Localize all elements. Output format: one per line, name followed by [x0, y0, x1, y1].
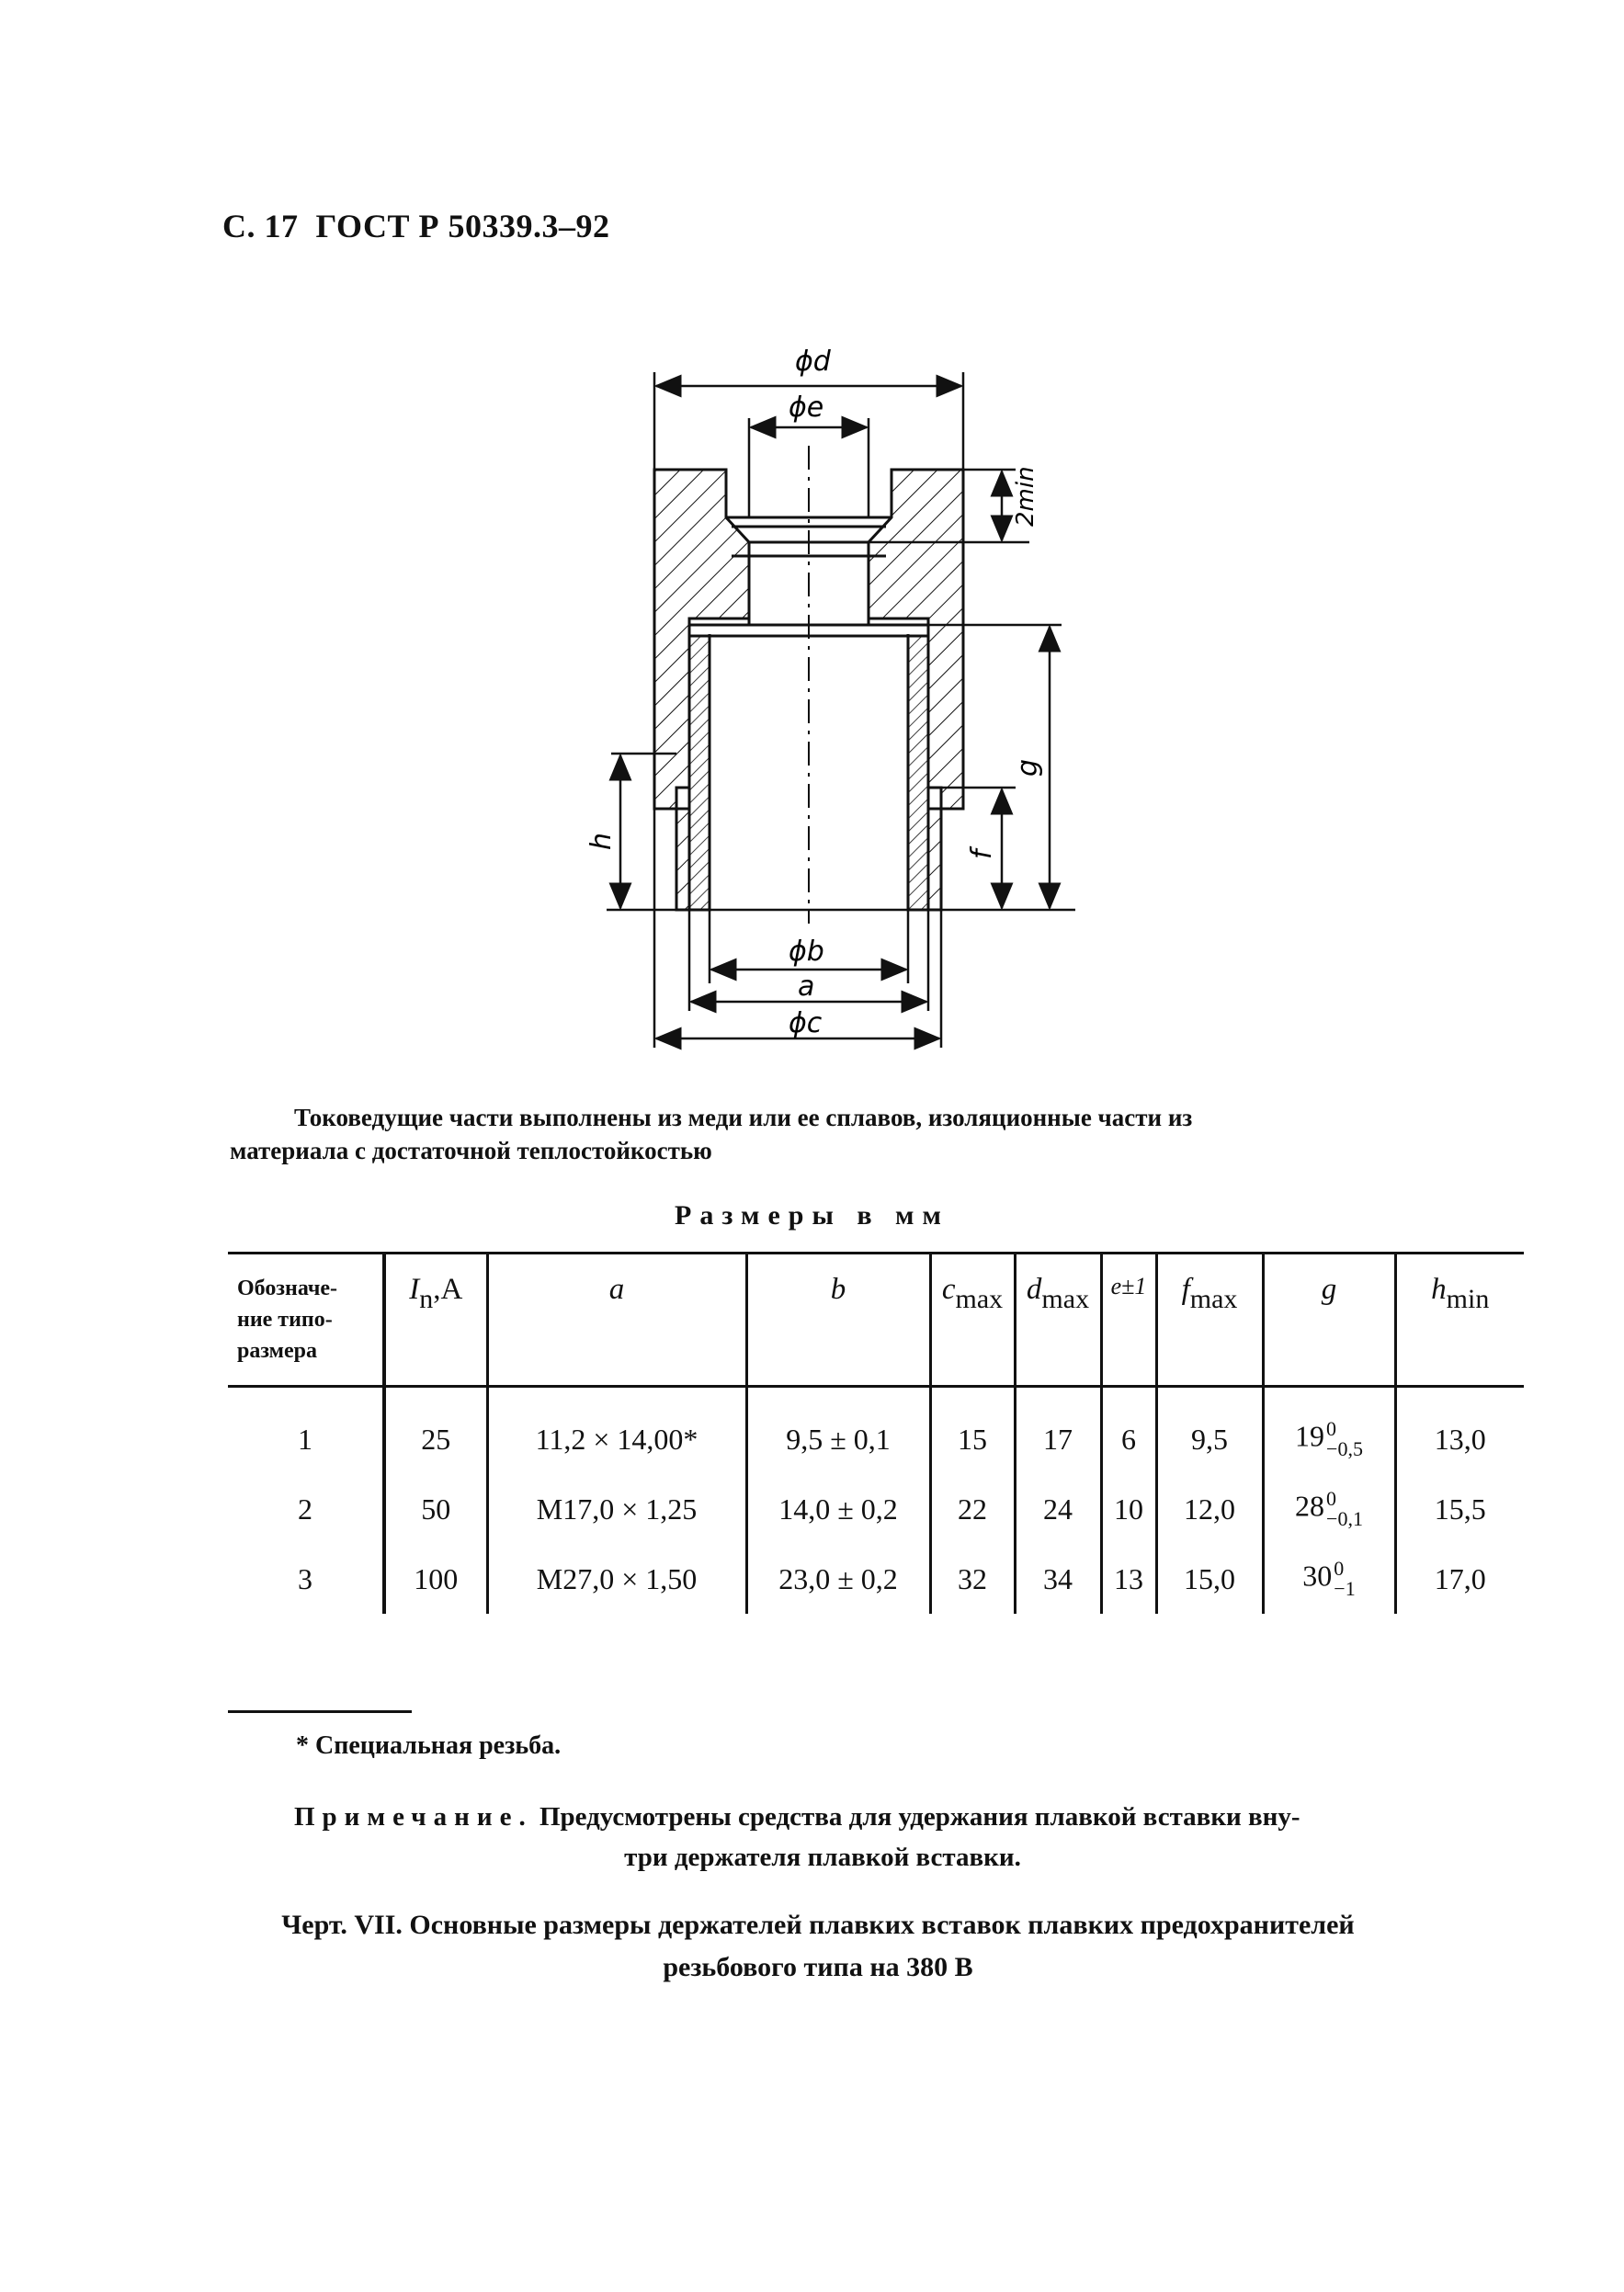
- standard-number: ГОСТ Р 50339.3–92: [315, 208, 610, 244]
- paragraph-line-2: материала с достаточной теплостойкостью: [230, 1137, 712, 1164]
- cell-c: 32: [930, 1544, 1015, 1614]
- label-c: ϕc: [789, 1007, 823, 1039]
- table-row: [228, 1387, 1524, 1475]
- cell-f: 9,5: [1156, 1387, 1263, 1475]
- note-label: Примечание.: [294, 1802, 533, 1832]
- cell-g: 300 −1: [1263, 1544, 1395, 1614]
- footnote: * Специальная резьба.: [296, 1731, 562, 1760]
- dimensions-table: [228, 1252, 1524, 1614]
- col-designation: Обозначе- ние типо- размера: [228, 1254, 384, 1387]
- note: [294, 1797, 1489, 1878]
- cell-current: 100: [384, 1544, 487, 1614]
- page-number: С. 17: [222, 208, 299, 244]
- note-line-2: три держателя плавкой вставки.: [624, 1843, 1021, 1872]
- cell-e: 10: [1101, 1474, 1156, 1544]
- cell-h: 17,0: [1395, 1544, 1524, 1614]
- label-d: ϕd: [795, 346, 831, 378]
- skirt-right: [928, 809, 941, 910]
- label-a: a: [798, 970, 815, 1003]
- cell-size: 3: [298, 1561, 312, 1595]
- cell-b: 9,5 ± 0,1: [746, 1387, 930, 1475]
- col-b: b: [746, 1254, 930, 1387]
- holder-drawing: [551, 317, 1103, 1071]
- cell-f: 12,0: [1156, 1474, 1263, 1544]
- cell-current: 50: [384, 1474, 487, 1544]
- label-b: ϕb: [789, 936, 824, 968]
- cell-f: 15,0: [1156, 1544, 1263, 1614]
- cell-e: 13: [1101, 1544, 1156, 1614]
- table-header-row: [228, 1254, 1524, 1387]
- caption-line-2: резьбового типа на 380 В: [663, 1952, 973, 1982]
- materials-paragraph: [230, 1101, 1526, 1167]
- label-e: ϕe: [789, 391, 824, 424]
- skirt-left: [676, 809, 689, 910]
- col-g: g: [1263, 1254, 1395, 1387]
- units-caption: Размеры в мм: [675, 1200, 949, 1231]
- col-f: fmax: [1156, 1254, 1263, 1387]
- col-c: cmax: [930, 1254, 1015, 1387]
- table-row: [228, 1474, 1524, 1544]
- caption-line-1: Черт. VII. Основные размеры держателей плавких вставок плавких предохранителей: [281, 1910, 1355, 1940]
- col-a: a: [487, 1254, 746, 1387]
- cell-current: 25: [384, 1387, 487, 1475]
- table-row: [228, 1544, 1524, 1614]
- cell-a: 11,2 × 14,00*: [487, 1387, 746, 1475]
- col-h: hmin: [1395, 1254, 1524, 1387]
- footnote-rule: [228, 1710, 412, 1713]
- cell-g: 190 −0,5: [1263, 1387, 1395, 1475]
- cell-g: 280 −0,1: [1263, 1474, 1395, 1544]
- label-z: 2min: [1012, 466, 1039, 527]
- cell-a: М27,0 × 1,50: [487, 1544, 746, 1614]
- page-header: [222, 207, 609, 245]
- cell-d: 24: [1015, 1474, 1101, 1544]
- sleeve-right: [908, 634, 928, 910]
- cell-d: 34: [1015, 1544, 1101, 1614]
- cell-c: 22: [930, 1474, 1015, 1544]
- cell-d: 17: [1015, 1387, 1101, 1475]
- col-current: In,A: [384, 1254, 487, 1387]
- label-h: h: [585, 832, 618, 850]
- sleeve-left: [689, 634, 710, 910]
- cell-a: М17,0 × 1,25: [487, 1474, 746, 1544]
- cell-e: 6: [1101, 1387, 1156, 1475]
- label-f: f: [966, 849, 998, 859]
- cell-b: 14,0 ± 0,2: [746, 1474, 930, 1544]
- cell-size: 1: [298, 1422, 312, 1456]
- cell-h: 13,0: [1395, 1387, 1524, 1475]
- note-line-1: Предусмотрены средства для удержания плавкой вставки вну-: [539, 1802, 1300, 1832]
- cell-c: 15: [930, 1387, 1015, 1475]
- col-e: e±1: [1101, 1254, 1156, 1387]
- figure-caption: [175, 1904, 1461, 1989]
- cell-b: 23,0 ± 0,2: [746, 1544, 930, 1614]
- paragraph-line-1: Токоведущие части выполнены из меди или ее сплавов, изоляционные части из: [294, 1104, 1193, 1131]
- label-g: g: [1012, 758, 1044, 777]
- cell-h: 15,5: [1395, 1474, 1524, 1544]
- cell-size: 2: [298, 1492, 312, 1526]
- col-d: dmax: [1015, 1254, 1101, 1387]
